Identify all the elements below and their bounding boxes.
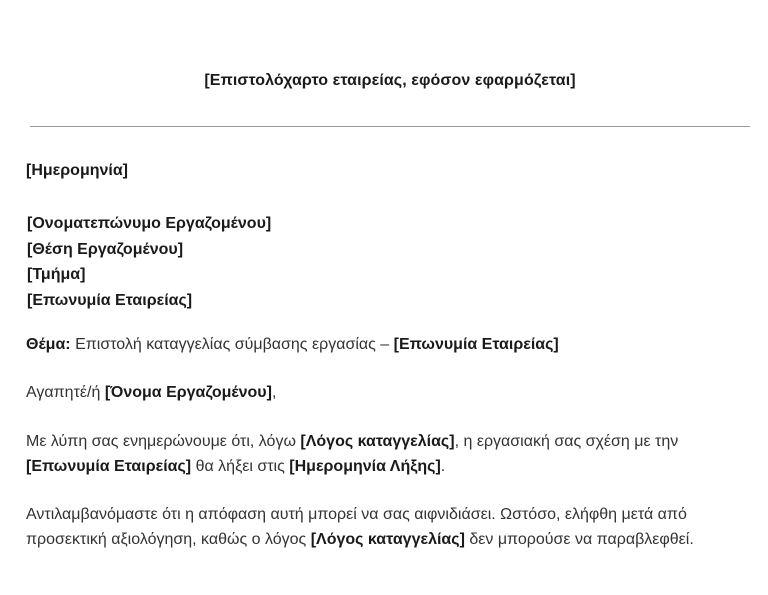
paragraph1-text-4: .	[440, 457, 446, 475]
recipient-position: [Θέση Εργαζομένου]	[27, 240, 184, 258]
paragraph1-text-2: , η εργασιακή σας σχέση με την	[454, 433, 679, 450]
paragraph-explanation	[26, 503, 766, 552]
paragraph2-text-2: δεν μπορούσε να παραβλεφθεί.	[464, 530, 694, 548]
subject-label: Θέμα:	[26, 336, 71, 353]
paragraph1-text-1: Με λύπη σας ενημερώνουμε ότι, λόγω	[26, 433, 301, 450]
end-date: [Ημερομηνία Λήξης]	[289, 457, 441, 475]
subject-text: Επιστολή καταγγελίας σύμβασης εργασίας –	[70, 336, 394, 353]
date-placeholder: [Ημερομηνία]	[26, 162, 129, 179]
paragraph-termination-notice	[26, 430, 766, 479]
termination-reason-2: [Λόγος καταγγελίας]	[310, 530, 465, 548]
letterhead-placeholder: [Επιστολόχαρτο εταιρείας, εφόσον εφαρμόζεται]	[204, 72, 576, 89]
greeting-suffix: ,	[271, 384, 277, 401]
greeting-name: [Όνομα Εργαζομένου]	[104, 384, 272, 401]
recipient-name: [Ονοματεπώνυμο Εργαζομένου]	[27, 215, 272, 232]
subject-line	[26, 333, 766, 358]
company-name: [Επωνυμία Εταιρείας]	[26, 457, 192, 475]
termination-reason: [Λόγος καταγγελίας]	[300, 433, 455, 450]
paragraph2-text-1: Αντιλαμβανόμαστε ότι η απόφαση αυτή μπορεί να σας αιφνιδιάσει. Ωστόσο, ελήφθη μετά από προσεκτική αξιολόγηση, καθώς ο λόγος	[26, 506, 687, 548]
recipient-block	[27, 211, 271, 313]
subject-company: [Επωνυμία Εταιρείας]	[393, 336, 559, 353]
greeting-line	[26, 381, 766, 406]
greeting-prefix: Αγαπητέ/ή	[26, 384, 105, 401]
recipient-department: [Τμήμα]	[27, 266, 86, 283]
recipient-company: [Επωνυμία Εταιρείας]	[27, 291, 193, 309]
header-divider	[30, 126, 750, 127]
paragraph1-text-3: θα λήξει στις	[191, 457, 290, 475]
